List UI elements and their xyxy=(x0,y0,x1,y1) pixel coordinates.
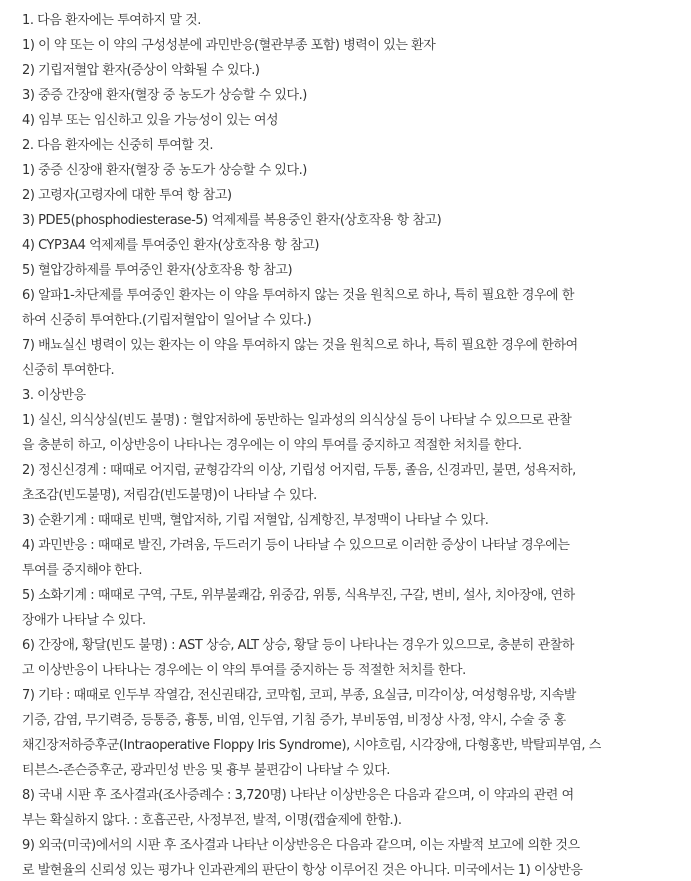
text-line: 5) 혈압강하제를 투여중인 환자(상호작용 항 참고) xyxy=(22,263,293,278)
text-line: 3) 순환기계 : 때때로 빈맥, 혈압저하, 기립 저혈압, 심계항진, 부정맥이 나타날 수 있다. xyxy=(22,513,489,528)
text-line: 2. 다음 환자에는 신중히 투여할 것. xyxy=(22,138,214,153)
text-line: 을 충분히 하고, 이상반응이 나타나는 경우에는 이 약의 투여를 중지하고 적절한 처치를 한다. xyxy=(22,438,522,453)
text-line: 4) CYP3A4 억제제를 투여중인 환자(상호작용 항 참고) xyxy=(22,238,319,253)
text-line: 2) 정신신경계 : 때때로 어지럼, 균형감각의 이상, 기립성 어지럼, 두통, 졸음, 신경과민, 불면, 성욕저하, xyxy=(22,463,576,478)
text-line: 부는 확실하지 않다. : 호흡곤란, 사정부전, 발적, 이명(캡슐제에 한함.). xyxy=(22,813,402,828)
text-line: 채긴장저하증후군(Intraoperative Floppy Iris Syndrome), 시야흐림, 시각장애, 다형홍반, 박탈피부염, 스 xyxy=(22,738,601,753)
text-line: 2) 고령자(고령자에 대한 투여 항 참고) xyxy=(22,188,232,203)
text-line: 7) 배뇨실신 병력이 있는 환자는 이 약을 투여하지 않는 것을 원칙으로 하나, 특히 필요한 경우에 한하여 xyxy=(22,338,578,353)
text-line: 1) 이 약 또는 이 약의 구성성분에 과민반응(혈관부종 포함) 병력이 있는 환자 xyxy=(22,38,436,53)
text-line: 기증, 감염, 무기력증, 등통증, 흉통, 비염, 인두염, 기침 증가, 부비동염, 비정상 사정, 약시, 수술 중 홍 xyxy=(22,713,566,728)
text-line: 5) 소화기계 : 때때로 구역, 구토, 위부불쾌감, 위중감, 위통, 식욕부진, 구갈, 변비, 설사, 치아장애, 연하 xyxy=(22,588,575,603)
text-line: 2) 기립저혈압 환자(증상이 악화될 수 있다.) xyxy=(22,63,260,78)
text-line: 6) 알파1-차단제를 투여중인 환자는 이 약을 투여하지 않는 것을 원칙으로 하나, 특히 필요한 경우에 한 xyxy=(22,288,574,303)
text-line: 티븐스-존슨증후군, 광과민성 반응 및 흉부 불편감이 나타날 수 있다. xyxy=(22,763,390,778)
text-line: 투여를 중지해야 한다. xyxy=(22,563,143,578)
text-line: 9) 외국(미국)에서의 시판 후 조사결과 나타난 이상반응은 다음과 같으며, 이는 자발적 보고에 의한 것으 xyxy=(22,838,580,853)
text-line: 4) 임부 또는 임신하고 있을 가능성이 있는 여성 xyxy=(22,113,279,128)
text-line: 1) 중증 신장애 환자(혈장 중 농도가 상승할 수 있다.) xyxy=(22,163,307,178)
text-line: 장애가 나타날 수 있다. xyxy=(22,613,146,628)
text-line: 하여 신중히 투여한다.(기립저혈압이 일어날 수 있다.) xyxy=(22,313,312,328)
text-line: 초조감(빈도불명), 저림감(빈도불명)이 나타날 수 있다. xyxy=(22,488,317,503)
text-line: 3) PDE5(phosphodiesterase-5) 억제제를 복용중인 환자(상호작용 항 참고) xyxy=(22,213,442,228)
text-line: 3) 중증 간장애 환자(혈장 중 농도가 상승할 수 있다.) xyxy=(22,88,307,103)
text-line: 신중히 투여한다. xyxy=(22,363,115,378)
text-line: 1) 실신, 의식상실(빈도 불명) : 혈압저하에 동반하는 일과성의 의식상실 등이 나타날 수 있으므로 관찰 xyxy=(22,413,572,428)
text-line: 6) 간장애, 황달(빈도 불명) : AST 상승, ALT 상승, 황달 등이 나타나는 경우가 있으므로, 충분히 관찰하 xyxy=(22,638,574,653)
text-line: 8) 국내 시판 후 조사결과(조사증례수 : 3,720명) 나타난 이상반응은 다음과 같으며, 이 약과의 관련 여 xyxy=(22,788,574,803)
text-line: 고 이상반응이 나타나는 경우에는 이 약의 투여를 중지하는 등 적절한 처치를 한다. xyxy=(22,663,466,678)
text-line: 7) 기타 : 때때로 인두부 작열감, 전신권태감, 코막힘, 코피, 부종, 요실금, 미각이상, 여성형유방, 지속발 xyxy=(22,688,576,703)
text-line: 3. 이상반응 xyxy=(22,388,86,403)
text-line: 1. 다음 환자에는 투여하지 말 것. xyxy=(22,13,201,28)
text-line: 로 발현율의 신뢰성 있는 평가나 인과관계의 판단이 항상 이루어진 것은 아니다. 미국에서는 1) 이상반응 xyxy=(22,863,583,878)
text-line: 4) 과민반응 : 때때로 발진, 가려움, 두드러기 등이 나타날 수 있으므로 이러한 증상이 나타날 경우에는 xyxy=(22,538,570,553)
